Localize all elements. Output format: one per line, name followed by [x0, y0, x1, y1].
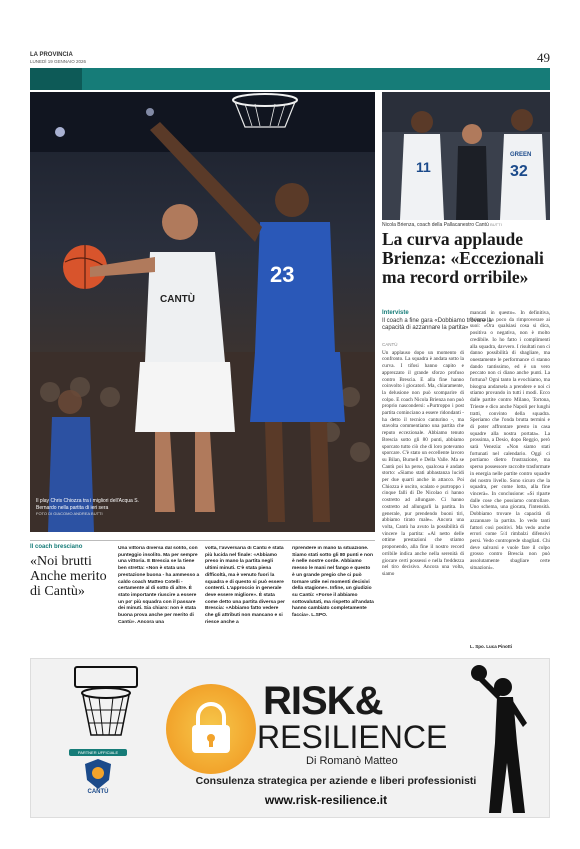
- photo-credit: BUTTI: [490, 222, 502, 227]
- svg-text:CANTÙ: CANTÙ: [160, 294, 195, 305]
- main-photo-caption: [36, 498, 156, 518]
- newspaper-name: LA PROVINCIA: [30, 52, 73, 58]
- lock-icon: [186, 701, 236, 757]
- side-article-column-3: riprendere in mano la situazione. Siamo stati sotto gli 80 punti e non è nelle nostre corde. Abbiamo messo le mani nel fango e questo è un grande pregio che ci può tornare utile nei momenti decisivi della stagione». Infine, un giudizio su Cantù: «Forse il abbiamo sottovalutati, ma rispetto all'andata hanno cambiato completamente faccia». L.SPO.: [292, 546, 374, 619]
- partner-badge: [69, 749, 127, 809]
- coach-team-illustration: [382, 92, 550, 220]
- page-number: 49: [537, 50, 550, 65]
- svg-text:GREEN: GREEN: [510, 152, 532, 158]
- side-kicker: Il coach bresciano: [30, 544, 83, 550]
- ad-url: www.risk-resilience.it: [264, 793, 388, 807]
- side-headline: «Noi brutti Anche merito di Cantù»: [30, 554, 107, 599]
- caption-text: Nicola Brienza, coach della Pallacanestro Cantù: [382, 222, 489, 228]
- body-text: mancati in questo». In definitiva, Brienza ha poco da rimproverare ai suoi: «Ora qualsiasi cosa si dica, positiva o negativa, non è molto credibile. Io ho fatto i complimenti alla squadra, davvero. I risultati non ci danno possibilità di sbagliare, ma onestamente le performance ci stanno dando tantissimo, ed è un vero peccato non ci diano anche punti. La fortuna? Ogni tanto la evochiamo, ma bisogna andarsela a prendere e noi ci stiamo provando in tutti i modi. Ecco dalle partite contro Milano, Tortona, Trieste e dico anche Napoli per lunghi tratti, convinto della squadra. Speriamo che l'onda brutta termini e di poter affrontare presto in casa squadre alla nostra portata». La prossima, a Desio, dopo Reggio, però sarà Venezia: «Non siamo stati fortunati nel calendario. Oggi ci portiamo dietro frustrazione, ma sperso possessore raccolte trasformate in energia nelle partite contro squadre del nostro livello. Sono sicuro che la squadra, per come lotta, alla fine vincerà». In conclusione: «Si riparte dalle cose che possiamo controllare. Uno schema, una giocata, l'intensità. Dobbiamo trovare la capacità di azzannare la partita. Io vedo tanti fattori così positivi. Ma vedo anche errori come 5/4 rimbalzi difensivi persi. Vedo controprede sbagliati. Chi deve salvarsi e vuole fare il colpo grosso contro Brescia non può assolutamente sbagliare certe situazioni».: [470, 310, 550, 571]
- body-text: Un applauso dopo un momento di confronto. La squadra è andata sotto la curva. I tifosi hanno capito e apprezzato il grande sforzo profuso contro Brescia. E alla fine hanno coinvolto i giocatori. Ma, chiaramente, la delusione non può scomparire di colpo. E coach Nicola Brienza non può proprio nascondersi: «Purtroppo i post partita cominciano a essere ridondanti - ha detto il tecnico canturino -, ma stavolta commentiamo una partita che reputo eccezionale. Abbiamo tenuto Brescia sotto gli 80 punti, abbiamo sporcato tutto ciò che di loro potevamo sporcare. C'è stato un eccellente lavoro su Bilan, Burnell e Della Valle. Ma se Cantù poi ha perso, qualcosa è andato storto: «Siamo stati abbastanza lucidi per due quarti anche in attacco. Poi Chiozza è uscito, scalato e purtroppo i cinque falli di De Nicolao ci hanno costretto ad allungare. Ci hanno costretto ad allungarli la partita. In generale, pur prendendo buoni tiri, abbiamo tirato male». Ancora una volta, Cantù ha avuto la possibilità di vincere la partita: «Al netto delle ottime prestazioni che stiamo proponendo, alla fine il nostro record orribile indica anche nella serenità di giocare certi possessi e nella freddezza nel tiro decisivo. Ancora una volta, siamo: [382, 349, 464, 577]
- side-article-column-1: Una vittoria diversa dal solito, con punteggio insolito. Ma per sempre una vittoria. E Brescia se la tiene ben stretta: «Non è stata una prestazione buona - ha ammesso a caldo coach Matteo Cotelli - certamente al di sotto di altre. È stato importante riuscire a essere un po' più squadra con il passare dei minuti. Sia chiaro: non è stata buona prova anche per merito di Cantù». Ancora una: [118, 546, 200, 625]
- partner-label: PARTNER UFFICIALE: [69, 749, 127, 756]
- section-band-accent: [30, 68, 82, 90]
- divider: [30, 540, 375, 541]
- player-silhouette-icon: [461, 663, 541, 817]
- photo-credit: FOTO DI GIACOMO ANDREA BUTTI: [36, 511, 103, 516]
- secondary-photo: [382, 92, 550, 220]
- svg-text:11: 11: [416, 159, 431, 175]
- ad-tagline: Consulenza strategica per aziende e liberi professionisti: [195, 775, 477, 787]
- partner-name: CANTÙ: [87, 789, 109, 795]
- page-header: [30, 50, 550, 70]
- author-signature: L. Spo. Luca Pinotti: [470, 644, 512, 649]
- main-subhead: Il coach a fine gara «Dobbiamo trovare la capacità di azzannare la partita»: [382, 318, 492, 331]
- basketball-action-illustration: [30, 92, 375, 532]
- main-kicker: Interviste: [382, 310, 409, 316]
- main-headline: La curva applaude Brienza: «Eccezionali ma record orribile»: [382, 229, 544, 287]
- shield-crest-icon: [83, 758, 113, 790]
- secondary-photo-caption: [382, 222, 550, 228]
- section-band: [30, 68, 550, 90]
- svg-text:32: 32: [510, 163, 528, 180]
- advertisement: [30, 658, 550, 818]
- issue-date: LUNEDÌ 19 GENNAIO 2026: [30, 59, 87, 64]
- main-article-column-1: [382, 342, 464, 650]
- main-article-column-2: [470, 310, 550, 643]
- side-article-column-2: volta, l'avversaria di Cantù è stata più lucida nel finale: «Abbiamo preso in mano la partita negli ultimi minuti. C'è stata piena difficoltà, ma è venuto fuori la squadra e di questo si può essere contenti. L'approccio in generale deve essere migliore». È stata come detto una partita diversa per Brescia: «Abbiamo fatto vedere che gli attributi non mancano e si riesce anche a: [205, 546, 285, 625]
- ad-title-line-1: RISK&: [263, 679, 383, 723]
- ad-owner: Di Romanò Matteo: [306, 755, 398, 767]
- ad-title-line-2: RESILIENCE: [257, 719, 448, 755]
- main-photo: [30, 92, 375, 532]
- svg-text:23: 23: [270, 262, 295, 287]
- dateline: CANTÙ: [382, 342, 398, 347]
- basket-hoop-icon: [71, 665, 141, 745]
- caption-text: Il play Chris Chiozza tra i migliori dell'Acqua S. Bernardo nella partita di ieri sera: [36, 498, 139, 511]
